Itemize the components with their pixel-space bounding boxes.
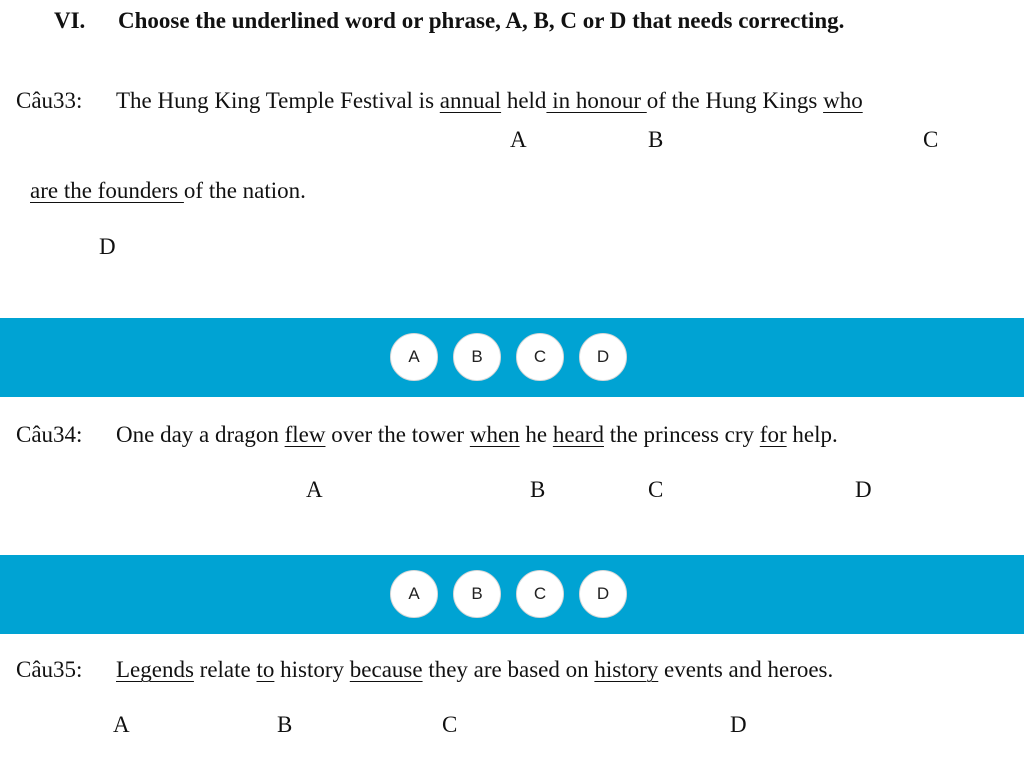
q33-option-b-underlined: in honour: [546, 88, 647, 113]
q34-mark-a: A: [306, 477, 323, 502]
q33-mark-c: C: [923, 127, 939, 152]
q35-mark-b: B: [277, 712, 293, 737]
q35-text-1: relate: [193, 657, 257, 682]
q34-option-a-underlined: flew: [284, 422, 326, 447]
q35-option-c-underlined: because: [349, 657, 423, 682]
answer-choices-band-1: [0, 318, 1024, 397]
choice-a-button[interactable]: A: [390, 570, 438, 618]
q34-mark-d: D: [855, 477, 872, 502]
q35-mark-a: A: [113, 712, 130, 737]
question-33-line-1: [116, 88, 863, 114]
q35-option-a-underlined: Legends: [116, 657, 194, 682]
q34-option-c-underlined: heard: [552, 422, 604, 447]
q33-mark-a: A: [510, 127, 527, 152]
q33-text-2: held: [501, 88, 547, 113]
choice-d-button[interactable]: D: [579, 570, 627, 618]
q35-text-4: events and heroes.: [658, 657, 834, 682]
q34-mark-b: B: [530, 477, 546, 502]
choice-c-button[interactable]: C: [516, 570, 564, 618]
q34-text-4: the princess cry: [603, 422, 760, 447]
choice-b-button[interactable]: B: [453, 570, 501, 618]
q34-mark-c: C: [648, 477, 664, 502]
q34-text-2: over the tower: [325, 422, 470, 447]
q34-option-d-underlined: for: [759, 422, 787, 447]
q33-option-d-underlined: are the founders: [30, 178, 184, 203]
question-35-label: Câu35:: [16, 657, 83, 682]
question-33-label: Câu33:: [16, 88, 83, 113]
q33-text-3: of the Hung Kings: [646, 88, 824, 113]
q33-mark-d: D: [99, 234, 116, 259]
q33-text-1: The Hung King Temple Festival is: [116, 88, 440, 113]
question-34-line: [116, 422, 838, 448]
choice-c-button[interactable]: C: [516, 333, 564, 381]
answer-choices-band-2: [0, 555, 1024, 634]
q35-option-d-underlined: history: [594, 657, 659, 682]
choice-a-button[interactable]: A: [390, 333, 438, 381]
q33-option-a-underlined: annual: [439, 88, 502, 113]
q35-text-2: history: [274, 657, 350, 682]
choice-d-button[interactable]: D: [579, 333, 627, 381]
section-number: VI.: [54, 8, 86, 33]
q33-text-4: of the nation.: [183, 178, 306, 203]
q34-option-b-underlined: when: [469, 422, 520, 447]
instruction-heading: Choose the underlined word or phrase, A, B, C or D that needs correcting.: [118, 8, 845, 33]
q35-text-3: they are based on: [422, 657, 595, 682]
q33-option-c-underlined: who: [823, 88, 863, 113]
q34-text-3: he: [519, 422, 553, 447]
question-33-line-2: [30, 178, 306, 204]
choice-b-button[interactable]: B: [453, 333, 501, 381]
q33-mark-b: B: [648, 127, 664, 152]
q34-text-5: help.: [786, 422, 838, 447]
q35-mark-c: C: [442, 712, 458, 737]
q35-option-b-underlined: to: [256, 657, 275, 682]
q34-text-1: One day a dragon: [116, 422, 285, 447]
question-35-line: [116, 657, 833, 683]
q35-mark-d: D: [730, 712, 747, 737]
question-34-label: Câu34:: [16, 422, 83, 447]
